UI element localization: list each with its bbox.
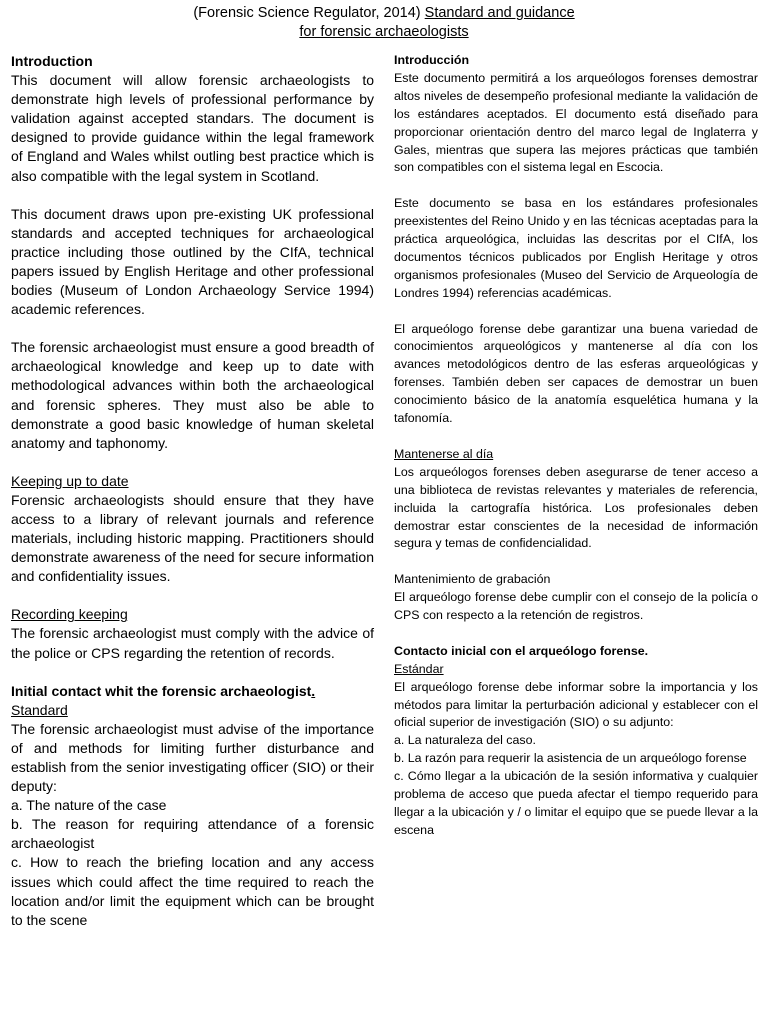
es-recording-p1: El arqueólogo forense debe cumplir con el consejo de la policía o CPS con respecto a la retención de registros. [394, 590, 758, 623]
en-keeping-p1: Forensic archaeologists should ensure that they have access to a library of relevant journals and reference materials, including historic mapping. Practitioners should demonstrate awareness of the need for secure information and confidentiality issues. [11, 491, 374, 585]
en-contact-subheading: Standard [11, 701, 68, 718]
en-introduction-p2: This document draws upon pre-existing UK professional standards and accepted techniques for archaeological practice including those outlined by the CIfA, technical papers issued by English Heritage and other professional bodies (Museum of London Archaeology Service 1994) academic references. [11, 205, 374, 318]
en-keeping-heading: Keeping up to date [11, 472, 129, 489]
en-contact-heading-text: Initial contact whit the forensic archaeologist [11, 682, 312, 699]
es-contact-item-b: b. La razón para requerir la asistencia de un arqueólogo forense [394, 751, 747, 766]
es-contact-subheading: Estándar [394, 661, 444, 676]
spanish-column [394, 52, 758, 840]
en-contact-heading [11, 682, 374, 701]
es-introduction-p1: Este documento permitirá a los arqueólogos forenses demostrar altos niveles de desempeño profesional mediante la validación de los estándares aceptados. El documento está diseñado para proporcionar orientación dentro del marco legal de Inglaterra y Gales, mientras que supera las mejores prácticas que también son compatibles con el sistema legal en Escocia. [394, 70, 758, 175]
en-contact-heading-suffix: . [311, 682, 316, 699]
es-keeping-heading: Mantenerse al día [394, 446, 494, 461]
es-keeping-p1: Los arqueólogos forenses deben asegurarse de tener acceso a una biblioteca de revistas relevantes y materiales de referencia, incluida la cartografía histórica. Los profesionales deben demostrar estar conscientes de la necesidad de información segura y temas de confidencialidad. [394, 464, 758, 551]
en-introduction-heading: Introduction [11, 53, 93, 69]
en-recording-p1: The forensic archaeologist must comply with the advice of the police or CPS regarding the retention of records. [11, 625, 374, 661]
document-title [0, 4, 768, 42]
en-contact-item-b: b. The reason for requiring attendance of a forensic archaeologist [11, 816, 374, 852]
en-recording-heading: Recording keeping [11, 606, 128, 623]
title-line-2: for forensic archaeologists [299, 24, 469, 40]
es-introduction-p2: Este documento se basa en los estándares profesionales preexistentes del Reino Unido y en las técnicas aceptadas para la práctica arqueológica, incluidas las descritas por el CIfA, los documentos técnicos publicados por English Heritage y otros organismos profesionales (Museo del Servicio de Arqueología de Londres 1994) referencias académicas. [394, 196, 758, 300]
es-introduction-heading: Introducción [394, 53, 470, 67]
title-line-1 [0, 4, 768, 23]
es-contact-p1: El arqueólogo forense debe informar sobre la importancia y los métodos para limitar la perturbación adicional y establecer con el oficial superior de investigación (SIO) o su adjunto: [394, 679, 758, 730]
es-contact-item-a: a. La naturaleza del caso. [394, 733, 536, 748]
title-main: Standard and guidance [424, 5, 575, 21]
es-contact-item-c: c. Cómo llegar a la ubicación de la sesión informativa y cualquier problema de acceso que pueda afectar el tiempo requerido para llegar a la ubicación y / o limitar el equipo que se puede llevar a la escena [394, 769, 758, 837]
en-contact-p1: The forensic archaeologist must advise of the importance of and methods for limiting further disturbance and establish from the senior investigating officer (SIO) or their deputy: [11, 720, 374, 795]
es-recording-heading: Mantenimiento de grabación [394, 572, 551, 587]
en-introduction-p3: The forensic archaeologist must ensure a good breadth of archaeological knowledge and keep up to date with methodological advances within both the archaeological and forensic spheres. They must also be able to demonstrate a good basic knowledge of human skeletal anatomy and taphonomy. [11, 339, 374, 451]
en-introduction-p1: This document will allow forensic archaeologists to demonstrate high levels of professional performance by validation against accepted standars. The document is designed to provide guidance within the legal framework of England and Wales whilst outling best practice which is also compatible with the legal system in Scotland. [11, 72, 374, 184]
title-citation: (Forensic Science Regulator, 2014) [193, 5, 421, 21]
english-column [11, 52, 374, 930]
es-contact-heading: Contacto inicial con el arqueólogo forense. [394, 643, 649, 658]
en-contact-item-c: c. How to reach the briefing location and any access issues which could affect the time required to reach the location and/or limit the equipment which can be brought to the scene [11, 854, 374, 928]
en-contact-item-a: a. The nature of the case [11, 797, 167, 814]
es-introduction-p3: El arqueólogo forense debe garantizar una buena variedad de conocimientos arqueológicos y mantenerse al día con los avances metodológicos dentro de las esferas arqueológicas y forenses. También deben ser capaces de demostrar un buen conocimiento básico de la anatomía esquelética humana y la tafonomía. [394, 321, 758, 426]
